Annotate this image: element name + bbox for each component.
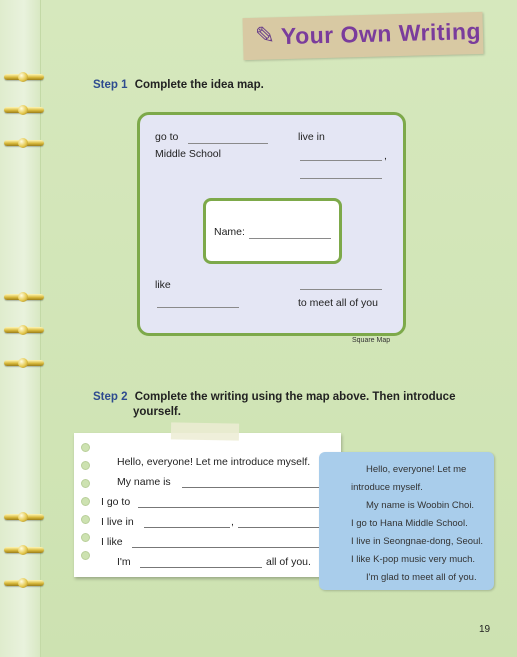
like-answer-blank[interactable] bbox=[132, 547, 326, 548]
page-title: Your Own Writing bbox=[280, 17, 482, 50]
step2-instruction bbox=[93, 390, 455, 420]
card-hole bbox=[81, 497, 90, 506]
binder-ring bbox=[4, 325, 44, 335]
school-blank[interactable] bbox=[188, 143, 268, 144]
writing-line-4: I live in bbox=[101, 516, 134, 528]
step1-instruction bbox=[93, 79, 264, 91]
binder-ring bbox=[4, 545, 44, 555]
example-note bbox=[319, 452, 494, 590]
binder-ring bbox=[4, 105, 44, 115]
card-hole bbox=[81, 461, 90, 470]
example-line: I live in Seongnae-dong, Seoul. bbox=[351, 536, 484, 547]
writing-line-1: Hello, everyone! Let me introduce myself. bbox=[117, 456, 311, 468]
meet-blank[interactable] bbox=[300, 289, 382, 290]
example-line: I go to Hana Middle School. bbox=[351, 518, 468, 529]
pencil-icon: ✎ bbox=[254, 22, 276, 50]
card-hole bbox=[81, 443, 90, 452]
writing-card bbox=[74, 433, 341, 577]
card-hole bbox=[81, 479, 90, 488]
live-in-label: live in bbox=[298, 131, 325, 143]
meet-label: to meet all of you bbox=[298, 297, 378, 309]
example-line: My name is Woobin Choi. bbox=[366, 500, 475, 511]
live-answer-blank-2[interactable] bbox=[238, 527, 326, 528]
binder-ring bbox=[4, 358, 44, 368]
idea-map bbox=[137, 112, 406, 336]
live-in-blank-2[interactable] bbox=[300, 178, 382, 179]
map-caption: Square Map bbox=[352, 337, 391, 344]
live-in-blank-1[interactable] bbox=[300, 160, 382, 161]
writing-line-6: I'm bbox=[117, 556, 131, 568]
writing-line-3: I go to bbox=[101, 496, 131, 508]
page-number: 19 bbox=[479, 624, 491, 635]
title-banner bbox=[242, 12, 483, 60]
writing-line-5: I like bbox=[101, 536, 123, 548]
step2-text-cont: yourself. bbox=[133, 406, 181, 418]
step2-label: Step 2 bbox=[93, 391, 128, 403]
binder-ring bbox=[4, 72, 44, 82]
example-line: introduce myself. bbox=[351, 482, 423, 493]
school-answer-blank[interactable] bbox=[138, 507, 326, 508]
step2-text: Complete the writing using the map above. Then introduce bbox=[134, 391, 456, 403]
example-line: I'm glad to meet all of you. bbox=[366, 572, 477, 583]
name-box bbox=[203, 198, 342, 264]
step1-text: Complete the idea map. bbox=[134, 79, 264, 91]
name-blank[interactable] bbox=[249, 238, 331, 239]
go-to-label: go to bbox=[155, 131, 179, 143]
binder-ring bbox=[4, 512, 44, 522]
like-blank[interactable] bbox=[157, 307, 239, 308]
card-hole bbox=[81, 533, 90, 542]
card-hole bbox=[81, 515, 90, 524]
feeling-answer-blank[interactable] bbox=[140, 567, 262, 568]
example-line: Hello, everyone! Let me bbox=[366, 464, 467, 475]
name-label: Name: bbox=[214, 226, 245, 238]
tape-strip bbox=[171, 422, 239, 440]
example-line: I like K-pop music very much. bbox=[351, 554, 476, 565]
binder-ring bbox=[4, 138, 44, 148]
writing-line-2: My name is bbox=[117, 476, 171, 488]
live-answer-blank-1[interactable] bbox=[144, 527, 230, 528]
writing-line-6-end: all of you. bbox=[266, 556, 311, 568]
live-in-comma: , bbox=[384, 150, 387, 162]
middle-school-label: Middle School bbox=[155, 148, 221, 160]
name-answer-blank[interactable] bbox=[182, 487, 326, 488]
writing-comma: , bbox=[231, 516, 234, 528]
step1-label: Step 1 bbox=[93, 79, 128, 91]
binder-ring bbox=[4, 578, 44, 588]
binder-ring bbox=[4, 292, 44, 302]
card-hole bbox=[81, 551, 90, 560]
like-label: like bbox=[155, 279, 171, 291]
